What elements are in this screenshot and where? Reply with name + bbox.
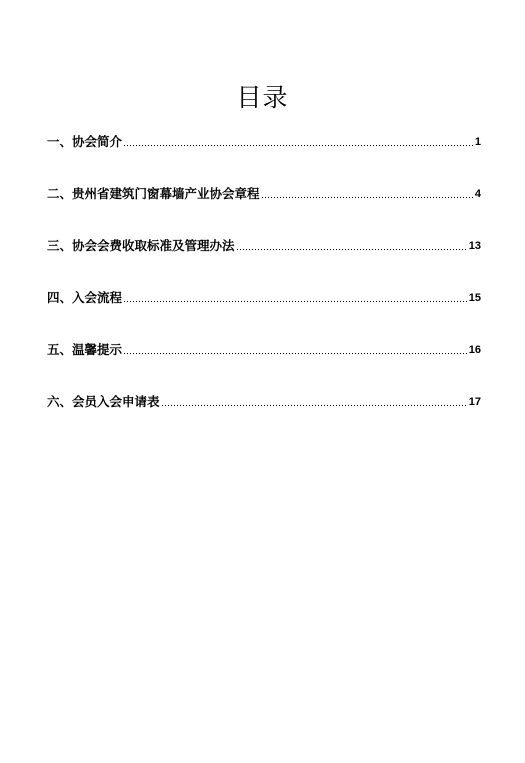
toc-entry-5[interactable] [47, 338, 481, 358]
toc-entry-text: 温馨提示 [72, 342, 123, 357]
toc-dot-leader [123, 300, 468, 303]
toc-dot-leader [236, 248, 468, 251]
toc-page-number: 13 [468, 240, 481, 252]
toc-page-number: 15 [468, 292, 481, 304]
toc-page-number: 16 [468, 344, 481, 356]
toc-list [47, 130, 481, 442]
toc-entry-4[interactable] [47, 286, 481, 306]
toc-entry-number: 五、 [47, 342, 73, 357]
toc-entry-number: 一、 [47, 134, 73, 149]
toc-entry-number: 二、 [47, 186, 73, 201]
toc-entry-1[interactable] [47, 130, 481, 150]
toc-entry-text: 协会会费收取标准及管理办法 [72, 238, 235, 253]
toc-entry-text: 协会简介 [72, 134, 123, 149]
toc-title: 目录 [236, 82, 289, 112]
toc-page-number: 4 [474, 188, 481, 200]
toc-entry-2[interactable] [47, 182, 481, 202]
toc-entry-number: 六、 [47, 394, 73, 409]
toc-entry-text: 会员入会申请表 [72, 394, 160, 409]
toc-dot-leader [261, 196, 474, 199]
toc-entry-number: 三、 [47, 238, 73, 253]
toc-entry-text: 贵州省建筑门窗幕墙产业协会章程 [72, 186, 260, 201]
toc-page-number: 1 [474, 136, 481, 148]
toc-entry-number: 四、 [47, 290, 73, 305]
toc-entry-3[interactable] [47, 234, 481, 254]
toc-dot-leader [123, 144, 474, 147]
toc-entry-text: 入会流程 [72, 290, 123, 305]
toc-dot-leader [123, 352, 468, 355]
toc-page-number: 17 [468, 396, 481, 408]
toc-dot-leader [161, 404, 468, 407]
toc-entry-6[interactable] [47, 390, 481, 410]
